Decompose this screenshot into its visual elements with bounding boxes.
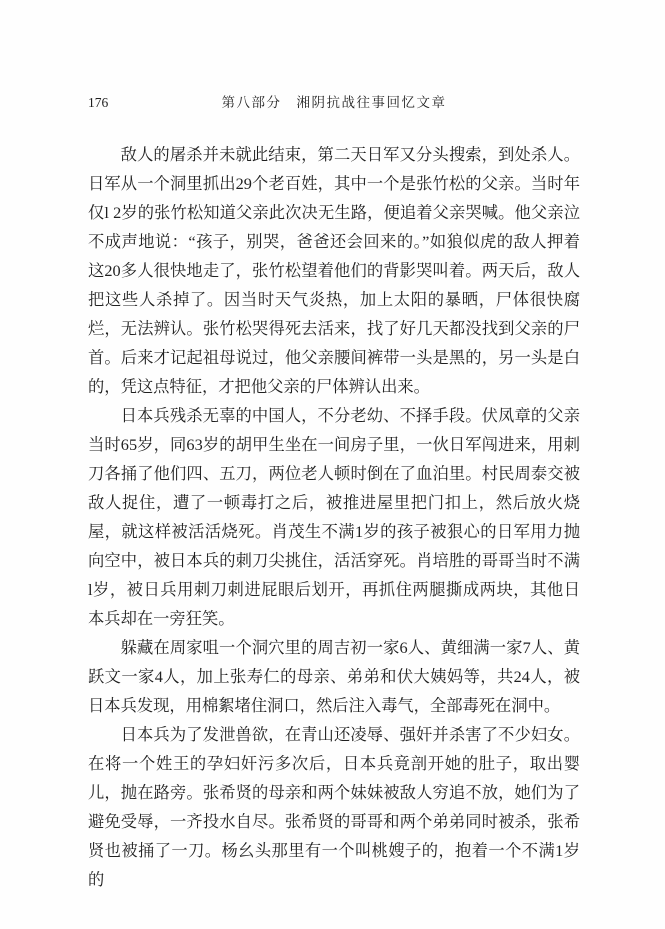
paragraph-2: 日本兵残杀无辜的中国人，不分老幼、不择手段。伏凤章的父亲当时65岁，同63岁的胡甲生坐在一间房子里，一伙日军闯进来，用刺刀各捅了他们四、五刀，两位老人顿时倒在了血泊里。村民周泰交被敌人捉住，遭了一顿毒打之后，被推进屋里把门扣上，然后放火烧屋，就这样被活活烧死。肖茂生不满1岁的孩子被狠心的日军用力抛向空中，被日本兵的刺刀尖挑住，活活穿死。肖培胜的哥哥当时不满l岁，被日兵用刺刀刺进屁眼后划开，再抓住两腿撕成两块，其他日本兵却在一旁狂笑。	[88, 406, 580, 628]
chapter-title: 第八部分 湘阴抗战往事回忆文章	[221, 95, 447, 110]
paragraph-3: 躲藏在周家咀一个洞穴里的周吉初一家6人、黄细满一家7人、黄跃文一家4人，加上张寿仁的母亲、弟弟和伏大姨妈等，共24人，被日本兵发现，用棉絮堵住洞口，然后注入毒气，全部毒死在洞中。	[88, 638, 580, 715]
page-number: 176	[88, 95, 109, 110]
page-header	[88, 93, 580, 113]
paragraph-4: 日本兵为了发泄兽欲，在青山还凌辱、强奸并杀害了不少妇女。在将一个姓王的孕妇奸污多次后，日本兵竟剖开她的肚子，取出婴儿，抛在路旁。张希贤的母亲和两个妹妹被敌人穷追不放，她们为了避免受辱，一齐投水自尽。张希贤的哥哥和两个弟弟同时被杀，张希贤也被捅了一刀。杨幺头那里有一个叫桃嫂子的，抱着一个不满1岁的	[88, 725, 580, 889]
page-body	[88, 140, 580, 894]
paragraph-1: 敌人的屠杀并未就此结束，第二天日军又分头搜索，到处杀人。日军从一个洞里抓出29个老百姓，其中一个是张竹松的父亲。当时年仅l 2岁的张竹松知道父亲此次决无生路，便追着父亲哭喊。他父亲泣不成声地说：“孩子，别哭，爸爸还会回来的。”如狼似虎的敌人押着这20多人很快地走了，张竹松望着他们的背影哭叫着。两天后，敌人把这些人杀掉了。因当时天气炎热，加上太阳的暴晒，尸体很快腐烂，无法辨认。张竹松哭得死去活来，找了好几天都没找到父亲的尸首。后来才记起祖母说过，他父亲腰间裤带一头是黑的，另一头是白的，凭这点特征，才把他父亲的尸体辨认出来。	[88, 145, 580, 396]
